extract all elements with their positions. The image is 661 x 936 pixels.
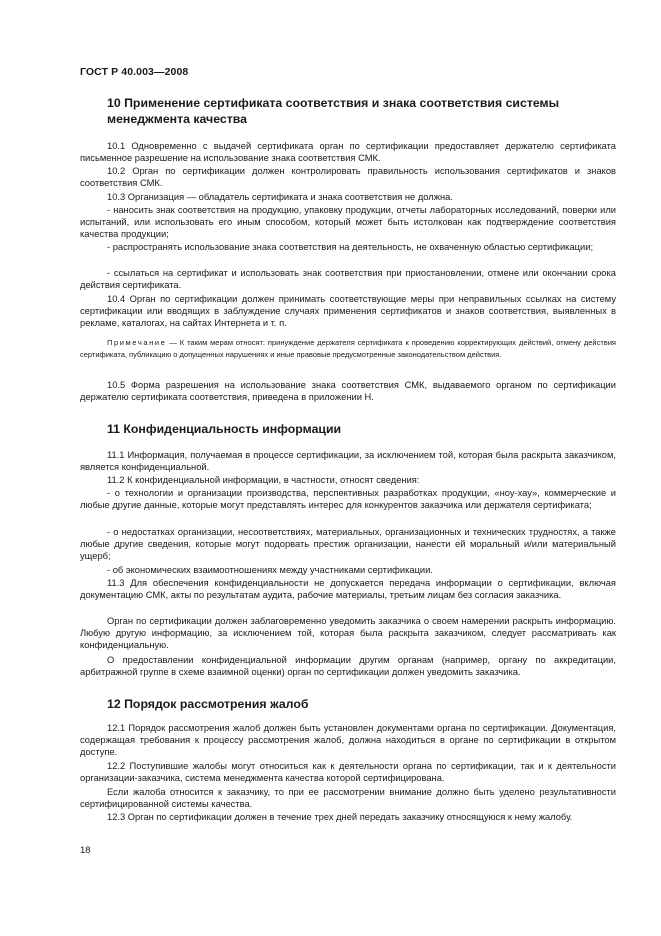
note	[80, 337, 616, 360]
note-label: Примечание	[107, 338, 167, 347]
list-item-extend-scope: - распространять использование знака соответствия на деятельность, не охваченную областью сертификации;	[107, 242, 594, 252]
paragraph-11-3: 11.3 Для обеспечения конфиденциальности не допускается передача информации о сертификации, включая документацию СМК, акты по результатам аудита, рабочие материалы, третьим лицам без согласия заказчика.	[80, 578, 616, 601]
section-11-title: 11 Конфиденциальность информации	[107, 422, 342, 436]
paragraph-11-5: О предоставлении конфиденциальной информации другим органам (например, органу по аккредитации, арбитражной группе в схеме взаимной оценки) орган по сертификации должен уведомить заказчика.	[80, 655, 616, 678]
paragraph-12-2: 12.2 Поступившие жалобы могут относиться как к деятельности органа по сертификации, так и к деятельности организации-заказчика, система менеджмента качества которой сертифицирована.	[80, 761, 616, 784]
section-12-title: 12 Порядок рассмотрения жалоб	[107, 697, 309, 711]
list-item-deficiencies: - о недостатках организации, несоответствиях, материальных, организационных и технических трудностях, а также любые другие сведения, которые могут подорвать престиж организации, нанести ей моральный и/или материальный ущерб;	[80, 527, 616, 562]
paragraph-11-4: Орган по сертификации должен заблаговременно уведомить заказчика о своем намерении раскрыть информацию. Любую другую информацию, за исключением той, которая была раскрыта заказчиком, следует рассматривать как конфиденциальную.	[80, 616, 616, 651]
list-item-mark-products: - наносить знак соответствия на продукцию, упаковку продукции, отчеты лабораторных исследований, поверки или испытаний, или использовать его иным способом, который может быть истолкован как подтверждение соответствия качества продукции;	[80, 205, 616, 240]
paragraph-12-3: Если жалоба относится к заказчику, то при ее рассмотрении внимание должно быть уделено результативности сертифицированной системы качества.	[80, 787, 616, 810]
document-header: ГОСТ Р 40.003—2008	[80, 66, 189, 78]
note-text: — К таким мерам относят: принуждение держателя сертификата к проведению корректирующих действий, отмену действия сертификата, публикацию о допущенных нарушениях и иные правовые предусмотренные законодательством действия.	[80, 338, 616, 359]
list-item-refer-suspended: - ссылаться на сертификат и использовать знак соответствия при приостановлении, отмене или окончании срока действия сертификата.	[80, 268, 616, 291]
paragraph-10-1: 10.1 Одновременно с выдачей сертификата орган по сертификации предоставляет держателю сертификата письменное разрешение на использование знака соответствия СМК.	[80, 141, 616, 164]
page-number: 18	[80, 845, 91, 856]
paragraph-11-2: 11.2 К конфиденциальной информации, в частности, относят сведения:	[107, 475, 420, 485]
list-item-economic: - об экономических взаимоотношениях между участниками сертификации.	[107, 565, 433, 575]
paragraph-11-1: 11.1 Информация, получаемая в процессе сертификации, за исключением той, которая была раскрыта заказчиком, является конфиденциальной.	[80, 450, 616, 473]
paragraph-10-2: 10.2 Орган по сертификации должен контролировать правильность использования сертификатов и знаков соответствия СМК.	[80, 166, 616, 189]
section-10-title: 10 Применение сертификата соответствия и знака соответствия системы менеджмента качества	[107, 96, 560, 126]
paragraph-12-4: 12.3 Орган по сертификации должен в течение трех дней передать заказчику относящуюся к нему жалобу.	[107, 812, 573, 822]
paragraph-12-1: 12.1 Порядок рассмотрения жалоб должен быть установлен документами органа по сертификации. Документация, содержащая требования к процессу рассмотрения жалоб, должна находиться в органе по сертификации в открытом доступе.	[80, 723, 616, 758]
list-item-technology: - о технологии и организации производства, перспективных разработках продукции, «ноу-хау», коммерческие и любые другие данные, которые могут представлять интерес для конкурентов заказчика или держателя сертификата;	[80, 488, 616, 511]
paragraph-10-4: 10.4 Орган по сертификации должен принимать соответствующие меры при неправильных ссылках на систему сертификации или вводящих в заблуждение случаях применения сертификатов и знаков соответствия, выявленных в рекламе, каталогах, на сайтах Интернета и т. п.	[80, 294, 616, 329]
paragraph-10-5: 10.5 Форма разрешения на использование знака соответствия СМК, выдаваемого органом по сертификации держателю сертификата соответствия, приведена в приложении Н.	[80, 380, 616, 403]
paragraph-10-3: 10.3 Организация — обладатель сертификата и знака соответствия не должна.	[107, 192, 453, 202]
